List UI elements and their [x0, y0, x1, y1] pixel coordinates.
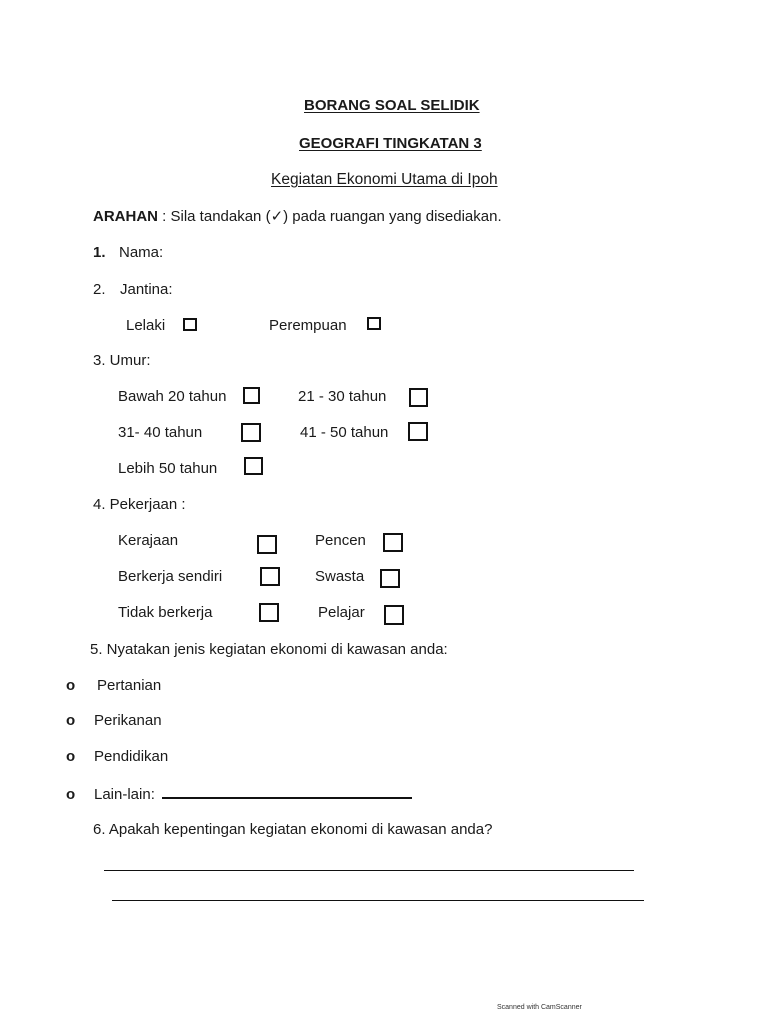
q3-checkbox-41-50[interactable]	[408, 422, 428, 441]
q6-answer-line-2[interactable]	[112, 900, 644, 901]
q1-number: 1.	[93, 244, 106, 261]
q4-checkbox-pelajar[interactable]	[384, 605, 404, 625]
q5-option-label[interactable]: Pertanian	[97, 677, 162, 694]
q3-option-label: 41 - 50 tahun	[300, 424, 389, 441]
q4-label: 4. Pekerjaan :	[93, 496, 186, 513]
q4-checkbox-swasta[interactable]	[380, 569, 400, 588]
q5-label: 5. Nyatakan jenis kegiatan ekonomi di kawasan anda:	[90, 641, 448, 658]
q4-checkbox-kerajaan[interactable]	[257, 535, 277, 554]
q4-checkbox-pencen[interactable]	[383, 533, 403, 552]
q5-other-answer-line[interactable]	[162, 797, 412, 799]
q4-option-label: Berkerja sendiri	[118, 568, 223, 585]
q3-checkbox-lebih-50[interactable]	[244, 457, 263, 475]
q4-checkbox-tidak-berkerja[interactable]	[259, 603, 279, 622]
q4-checkbox-berkerja-sendiri[interactable]	[260, 567, 280, 586]
instructions-label: ARAHAN	[93, 208, 158, 225]
q3-option-label: 21 - 30 tahun	[298, 388, 387, 405]
q5-option-label[interactable]: Pendidikan	[94, 748, 169, 765]
q2-option-label: Perempuan	[269, 317, 347, 334]
bullet-icon: o	[66, 786, 76, 803]
q2-label: Jantina:	[120, 281, 173, 298]
q5-option-label[interactable]: Perikanan	[94, 712, 162, 729]
q1-label: Nama:	[119, 244, 164, 261]
q4-option-label: Pelajar	[318, 604, 365, 621]
q4-option-label: Pencen	[315, 532, 366, 549]
form-topic: Kegiatan Ekonomi Utama di Ipoh	[271, 171, 498, 188]
instructions-text: : Sila tandakan (✓) pada ruangan yang disediakan.	[158, 208, 502, 225]
q2-number: 2.	[93, 281, 106, 298]
q4-option-label: Kerajaan	[118, 532, 179, 549]
q5-option-label: Lain-lain:	[94, 786, 155, 803]
q6-answer-line-1[interactable]	[104, 870, 634, 871]
q4-option-label: Tidak berkerja	[118, 604, 213, 621]
bullet-icon: o	[66, 677, 76, 694]
scanner-watermark: Scanned with CamScanner	[497, 1004, 582, 1011]
q3-option-label: 31- 40 tahun	[118, 424, 203, 441]
q3-checkbox-bawah-20[interactable]	[243, 387, 260, 404]
q3-option-label: Bawah 20 tahun	[118, 388, 227, 405]
form-title: BORANG SOAL SELIDIK	[304, 97, 480, 114]
q2-checkbox-perempuan[interactable]	[367, 317, 381, 330]
bullet-icon: o	[66, 712, 76, 729]
q3-checkbox-31-40[interactable]	[241, 423, 261, 442]
q2-checkbox-lelaki[interactable]	[183, 318, 197, 331]
q3-checkbox-21-30[interactable]	[409, 388, 428, 407]
q6-label: 6. Apakah kepentingan kegiatan ekonomi di kawasan anda?	[93, 821, 493, 838]
instructions	[93, 207, 502, 225]
q4-option-label: Swasta	[315, 568, 365, 585]
q3-option-label: Lebih 50 tahun	[118, 460, 218, 477]
form-subtitle: GEOGRAFI TINGKATAN 3	[299, 135, 482, 152]
bullet-icon: o	[66, 748, 76, 765]
q3-label: 3. Umur:	[93, 352, 151, 369]
q2-option-label: Lelaki	[126, 317, 166, 334]
